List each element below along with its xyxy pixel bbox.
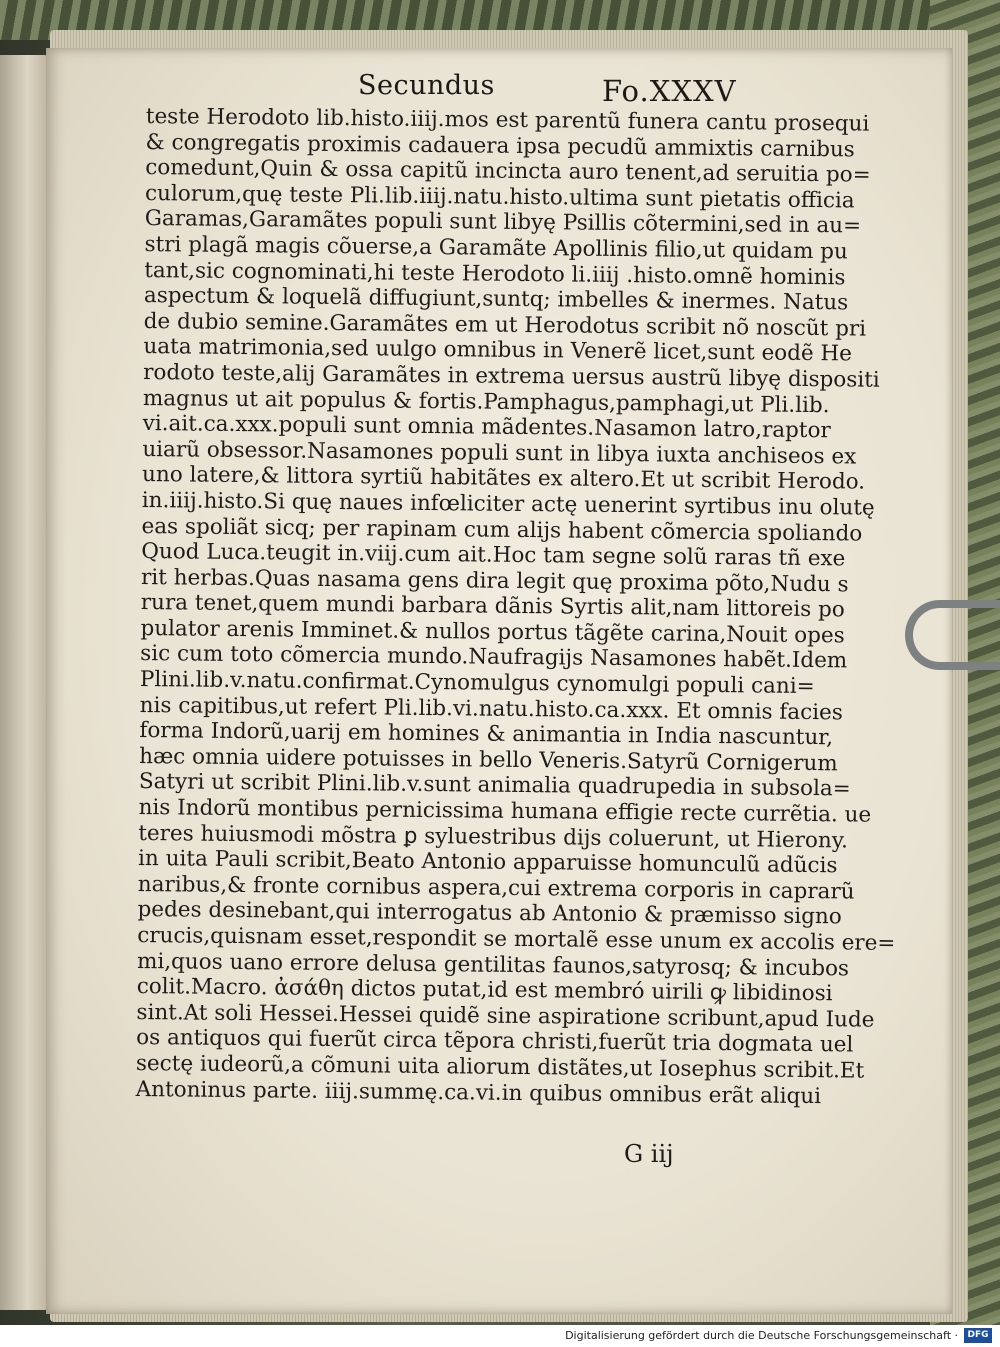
footer-credit: Digitalisierung gefördert durch die Deutsche Forschungsgemeinschaft · — [565, 1329, 958, 1342]
text-line: culorum,quę teste Pli.lib.iiij.natu.histo.ultima sunt pietatis officia — [144, 180, 855, 214]
text-line: in uita Pauli scribit,Beato Antonio apparuisse homunculũ adũcis — [137, 846, 838, 879]
text-line: os antiquos qui fuerũt circa tẽpora christi,fuerũt tria dogmata uel — [136, 1025, 854, 1058]
text-line: Satyri ut scribit Plini.lib.v.sunt animalia quadrupedia in subsola= — [138, 769, 851, 802]
text-line: magnus ut ait populus & fortis.Pamphagus,pamphagi,ut Pli.lib. — [142, 385, 830, 418]
text-line: pulator arenis Imminet.& nullos portus tãgẽte carina,Nouit opes — [140, 615, 845, 649]
text-line: rit herbas.Quas nasama gens dira legit quę proxima põto,Nudu s — [140, 564, 849, 598]
text-line: forma Indorũ,uarij em homines & animantia in India nascuntur, — [139, 718, 834, 751]
text-line: uiarũ obsessor.Nasamones populi sunt in libya iuxta anchiseos ex — [142, 436, 857, 470]
text-line: eas spoliãt sicq; per rapinam cum alijs habent cõmercia spoliando — [141, 513, 863, 547]
left-page-curl — [0, 55, 50, 1310]
text-line: & congregatis proximis cadauera ipsa pecudũ ammixtis carnibus — [145, 129, 855, 163]
text-line: comedunt,Quin & ossa capitũ incincta auro tenent,ad seruitia po= — [145, 155, 871, 188]
text-line: uno latere,& littora syrtiũ habitãtes ex altero.Et ut scribit Herodo. — [141, 462, 866, 495]
text-line: nis capitibus,ut refert Pli.lib.vi.natu.histo.ca.xxx. Et omnis facies — [139, 692, 843, 725]
text-line: sint.At soli Hessei.Hessei quidẽ sine aspiratione scribunt,apud Iude — [136, 999, 875, 1033]
text-line: Quod Luca.teugit in.viij.cum ait.Hoc tam segne solũ raras tñ exe — [141, 539, 846, 572]
page-clip — [905, 600, 1000, 670]
text-line: de dubio semine.Garamãtes em ut Herodotus scribit nõ noscũt pri — [143, 308, 867, 342]
text-line: rodoto teste,alij Garamãtes in extrema uersus austrũ libyę dispositi — [143, 359, 880, 393]
folio-number: Fo.XXXV — [602, 74, 737, 108]
text-line: Antoninus parte. iiij.summę.ca.vi.in quibus omnibus erãt aliqui — [135, 1076, 822, 1109]
text-line: tant,sic cognominati,hi teste Herodoto li.iiij .histo.omnẽ hominis — [144, 257, 846, 290]
text-line: colit.Macro. ἀσάθη dictos putat,id est membró uirili ꝙ libidinosi — [136, 974, 833, 1007]
text-line: crucis,quisnam esset,respondit se mortalẽ esse unum ex accolis ere= — [137, 922, 896, 956]
running-head: Secundus — [358, 70, 495, 101]
text-line: pedes desinebant,qui interrogatus ab Antonio & præmisso signo — [137, 897, 842, 930]
text-line: nis Indorũ montibus pernicissima humana effigie recte currẽtia. ue — [138, 794, 872, 828]
text-line: Plini.lib.v.natu.confirmat.Cynomulgus cynomulgi populi cani= — [139, 667, 815, 700]
text-line: mi,quos uano errore delusa gentilitas faunos,satyrosq; & incubos — [136, 948, 850, 982]
text-line: teres huiusmodi mõstra ꝑ syluestribus dijs coluerunt, ut Hierony. — [138, 820, 849, 854]
text-line: teste Herodoto lib.histo.iiij.mos est parentũ funera cantu prosequi — [145, 104, 870, 137]
text-block — [135, 104, 896, 1109]
book-page — [46, 48, 952, 1314]
text-line: aspectum & loquelã diffugiunt,suntq; imbelles & inermes. Natus — [143, 283, 849, 316]
text-line: uata matrimonia,sed uulgo omnibus in Venerẽ licet,sunt eodẽ He — [143, 334, 853, 367]
footer-bar — [0, 1325, 1000, 1347]
text-line: Garamas,Garamãtes populi sunt libyę Psillis cõtermini,sed in au= — [144, 206, 862, 239]
text-line: vi.ait.ca.xxx.populi sunt omnia mãdentes.Nasamon latro,raptor — [142, 411, 831, 444]
text-line: naribus,& fronte cornibus aspera,cui extrema corporis in caprarũ — [137, 871, 855, 905]
text-line: stri plagã magis cõuerse,a Garamãte Apollinis filio,ut quidam pu — [144, 231, 848, 265]
text-line: in.iiij.histo.Si quę naues infœliciter actę uenerint syrtibus inu olutę — [141, 487, 875, 521]
signature-mark: G iij — [624, 1140, 674, 1168]
text-line: sectę iudeorũ,a cõmuni uita aliorum distãtes,ut Iosephus scribit.Et — [135, 1050, 865, 1084]
text-line: hæc omnia uidere potuisses in bello Veneris.Satyrũ Cornigerum — [139, 743, 838, 777]
dfg-logo: DFG — [964, 1328, 992, 1343]
text-line: sic cum toto cõmercia mundo.Naufragijs Nasamones habẽt.Idem — [140, 641, 848, 674]
text-line: rura tenet,quem mundi barbara dãnis Syrtis alit,nam littoreis po — [140, 590, 845, 623]
